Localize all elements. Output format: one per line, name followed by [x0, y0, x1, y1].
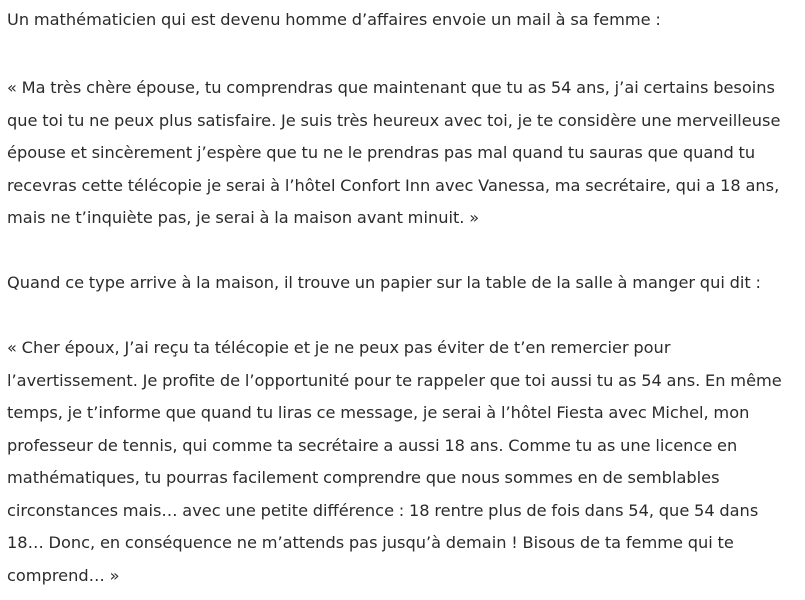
text-line: épouse et sincèrement j’espère que tu ne le prendras pas mal quand tu sauras que quand tu [7, 143, 756, 162]
text-line: « Ma très chère épouse, tu comprendras que maintenant que tu as 54 ans, j’ai certains besoins [7, 78, 775, 97]
text-line: mathématiques, tu pourras facilement comprendre que nous sommes en de semblables [7, 468, 720, 487]
text-line: comprend… » [7, 565, 120, 585]
text-line: l’avertissement. Je profite de l’opportunité pour te rappeler que toi aussi tu as 54 ans. En même [7, 370, 782, 390]
husband-email-paragraph [7, 72, 780, 235]
text-line: 18… Donc, en conséquence ne m’attends pas jusqu’à demain ! Bisous de ta femme qui te [7, 533, 734, 552]
text-line: que toi tu ne peux plus satisfaire. Je suis très heureux avec toi, je te considère une merveilleuse [7, 110, 781, 130]
wife-reply-paragraph [7, 332, 782, 592]
narration-paragraph [7, 267, 761, 300]
text-line: recevras cette télécopie je serai à l’hôtel Confort Inn avec Vanessa, ma secrétaire, qui a 18 ans, [7, 175, 780, 195]
text-line: temps, je t’informe que quand tu liras ce message, je serai à l’hôtel Fiesta avec Michel, mon [7, 403, 750, 422]
text-line: circonstances mais… avec une petite différence : 18 rentre plus de fois dans 54, que 54 dans [7, 500, 759, 520]
text-line: Un mathématicien qui est devenu homme d’affaires envoie un mail à sa femme : [7, 10, 661, 29]
text-line: mais ne t’inquiète pas, je serai à la maison avant minuit. » [7, 208, 480, 227]
intro-paragraph [7, 4, 661, 37]
text-line: « Cher époux, J’ai reçu ta télécopie et je ne peux pas éviter de t’en remercier pour [7, 338, 671, 357]
text-line: professeur de tennis, qui comme ta secrétaire a aussi 18 ans. Comme tu as une licence en [7, 435, 738, 455]
text-line: Quand ce type arrive à la maison, il trouve un papier sur la table de la salle à manger qui dit : [7, 273, 761, 292]
